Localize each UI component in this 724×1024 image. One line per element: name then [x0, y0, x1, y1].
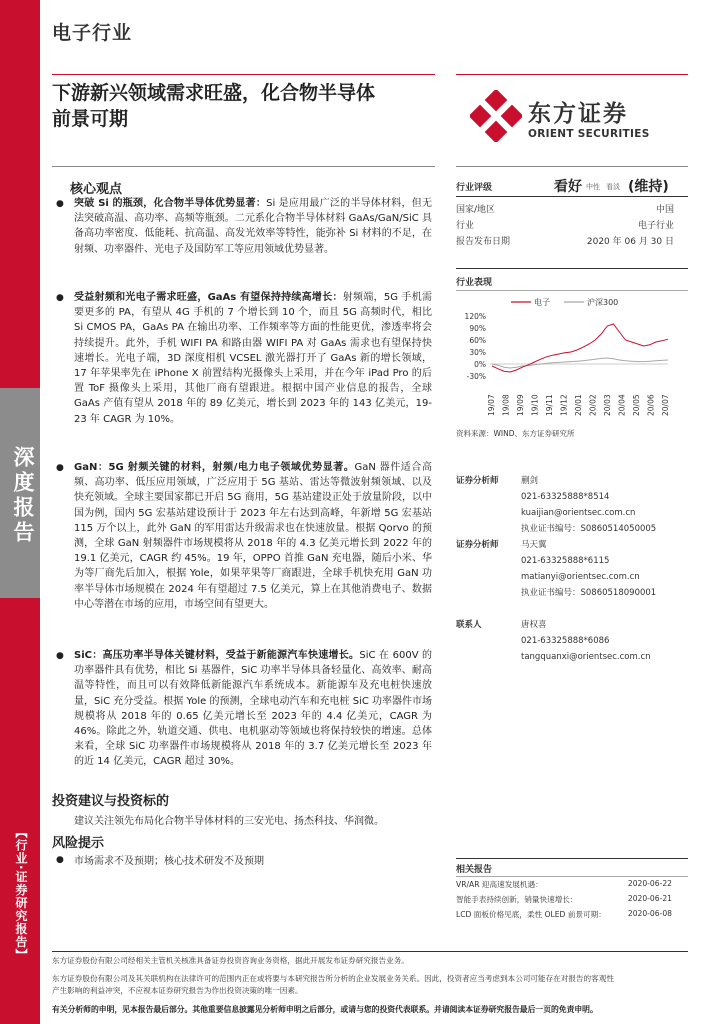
- side-label-deep-report: 深度报告: [11, 446, 35, 546]
- side-bar-mid: [0, 388, 40, 598]
- analyst-1-cert: 执业证书编号：S0860514050005: [521, 524, 657, 534]
- logo-mark-icon: [470, 90, 522, 142]
- risk-text: 市场需求不及预期；核心技术研发不及预期: [74, 856, 264, 867]
- related-item-1-title[interactable]: VR/AR 迎高速发展机遇：: [456, 880, 543, 889]
- core-point-1-text: Si 是应用最广泛的半导体材料，但无法突破高温、高功率、高频等瓶颈。二元系化合物半导体材料 GaAs/GaN/SiC 具备高功率密度、低能耗、抗高温、高发光效率等特性，能弥补 Si 材料的不足，在射频、功率器件、光电子及国防军工等应用领域优势显著。: [74, 198, 433, 255]
- y-tick-label: 30%: [469, 348, 486, 357]
- x-tick-label: 19/12: [559, 394, 569, 416]
- x-tick-label: 19/11: [545, 394, 554, 416]
- info-val-region: 中国: [655, 205, 674, 215]
- performance-chart: [456, 292, 688, 422]
- related-item-2-date: 2020-06-21: [627, 894, 672, 903]
- related-heading: 相关报告: [456, 865, 493, 875]
- x-tick-label: 20/01: [574, 394, 583, 416]
- analyst-1-role: 证券分析师: [456, 476, 499, 486]
- x-tick-label: 20/04: [617, 394, 627, 416]
- core-point-4: [74, 648, 432, 770]
- side-label-report-type: 【行业·证券研究报告】: [14, 826, 28, 962]
- bullet-dot: ●: [56, 855, 64, 865]
- rating-label: 行业评级: [456, 183, 493, 193]
- rating-option-negative: 看淡: [606, 183, 620, 191]
- core-point-2-text: 射频端，5G 手机需要更多的 PA，有望从 4G 手机的 7 个增长到 10 个，而且 5G 高频时代，相比 Si CMOS PA，GaAs PA 在输出功率、工作频率等方面的性能更优，渗透率将会持续提升。此外，手机 WIFI PA 和路由器 WIFI PA 对 GaAs 需求也有望保持快速增长。光电子端，3D 深度相机 VCSEL 激光器打开了 GaAs 新的增长领域，17 年苹果率先在 iPhone X 前置结构光摄像头上采用，并在今年 iPad Pro 的后置 ToF 摄像头上采用，其他厂商有望跟进。根据中国产业信息的报告，全球 GaAs 产值有望从 2018 年的 89 亿美元，增长到 2023 年的 143 亿美元，19-23 年 CAGR 为 10%。: [74, 292, 432, 425]
- bullet-dot: ●: [56, 199, 64, 209]
- related-item-3-title[interactable]: LCD 面板价格见底，柔性 OLED 前景可期：: [456, 910, 606, 919]
- side-bar-top: [0, 0, 40, 388]
- bullet-dot: ●: [56, 293, 64, 303]
- info-val-industry: 电子行业: [637, 221, 674, 231]
- logo-english: ORIENT SECURITIES: [528, 128, 650, 140]
- analyst-2-name: 马天翼: [521, 540, 547, 550]
- analyst-2-phone: 021-63325888*6115: [521, 556, 610, 566]
- x-tick-label: 20/06: [646, 394, 656, 416]
- info-key-region: 国家/地区: [456, 205, 496, 215]
- info-key-industry: 行业: [456, 221, 475, 231]
- related-item-1-date: 2020-06-22: [627, 879, 672, 888]
- footer-rule: [52, 951, 688, 952]
- analyst-1-email[interactable]: kuaijian@orientsec.com.cn: [521, 508, 636, 518]
- core-point-3: [74, 460, 432, 612]
- analyst-1-name: 蒯剑: [521, 476, 539, 486]
- contact-1-name: 唐权喜: [521, 620, 547, 630]
- rating-option-neutral: 中性: [586, 183, 600, 191]
- analyst-2-cert: 执业证书编号：S0860518090001: [521, 588, 657, 598]
- chart-legend: [511, 297, 618, 307]
- related-rule-2: [456, 876, 688, 877]
- contact-1-role: 联系人: [456, 620, 482, 630]
- related-item-2-title[interactable]: 智能手表持续创新，销量快速增长：: [456, 895, 578, 904]
- rating-value: 看好: [554, 179, 582, 195]
- header-rule-left: [52, 74, 435, 75]
- related-item-3-date: 2020-06-08: [627, 909, 672, 918]
- x-tick-label: 19/08: [501, 394, 511, 416]
- core-point-3-bold: GaN：5G 射频关键的材料，射频/电力电子领域优势显著。: [74, 462, 355, 473]
- contact-1-email[interactable]: tangquanxi@orientsec.com.cn: [521, 652, 651, 662]
- footer-line-2: 东方证券股份有限公司及其关联机构在法律许可的范围内正在或将要与本研究报告所分析的企业发展业务关系。因此，投资者应当考虑到本公司可能存在对报告的客观性: [52, 974, 614, 983]
- core-point-1: [74, 196, 432, 257]
- related-rule: [456, 858, 688, 859]
- core-heading: 核心观点: [70, 182, 123, 197]
- side-bar-bottom: [0, 598, 40, 1024]
- y-tick-label: -30%: [466, 372, 486, 381]
- industry-label: 电子行业: [52, 22, 133, 44]
- series-line-electronics: [492, 324, 668, 372]
- contact-1-phone: 021-63325888*6086: [521, 636, 610, 646]
- info-key-date: 报告发布日期: [456, 237, 511, 247]
- invest-heading: 投资建议与投资标的: [52, 794, 170, 809]
- legend-label-csi300: 沪深300: [587, 298, 619, 307]
- divider-left: [52, 166, 435, 167]
- x-tick-label: 20/02: [588, 394, 598, 416]
- footer-line-3: 产生影响的利益冲突，不应视本证券研究报告为作出投资决策的唯一因素。: [52, 986, 303, 995]
- y-tick-label: 90%: [469, 324, 486, 333]
- divider-right: [456, 166, 688, 167]
- y-tick-label: 0%: [474, 360, 486, 369]
- rating-rule: [456, 196, 688, 197]
- company-logo: [470, 90, 522, 146]
- footer-disclaimer: [52, 955, 688, 997]
- perf-rule-2: [456, 290, 688, 291]
- legend-label-electronics: 电子: [534, 298, 550, 307]
- logo-name: 东方证券: [528, 101, 628, 127]
- core-point-2-bold: 受益射频和光电子需求旺盛，GaAs 有望保持持续高增长：: [74, 292, 343, 303]
- x-tick-label: 19/10: [530, 394, 540, 416]
- report-title: [52, 80, 442, 132]
- x-tick-label: 19/07: [487, 394, 496, 416]
- core-point-4-text: SiC 在 600V 的功率器件具有优势，相比 Si 基器件，SiC 功率半导体具备轻量化、高效率、耐高温等特性，而且可以有效降低新能源汽车系统成本。新能源车及充电桩快速放量，SiC 充分受益。根据 Yole 的预测，全球电动汽车和充电桩 SiC 功率器件市场规模将从 2018 年的 0.65 亿美元增长至 2023 年的 4.4 亿美元，CAGR 为 46%。除此之外，轨道交通、供电、电机驱动等领域也将保持较快的增速。总体来看，全球 SiC 功率器件市场规模将从 2018 年的 3.7 亿美元增长至 2023 年的近 14 亿美元，CAGR 超过 30%。: [74, 650, 433, 768]
- x-tick-label: 20/03: [603, 394, 612, 416]
- y-tick-label: 120%: [464, 312, 486, 321]
- bullet-dot: ●: [56, 651, 64, 661]
- report-title-line2: 前景可期: [52, 108, 129, 130]
- risk-heading: 风险提示: [52, 836, 105, 851]
- core-point-3-text: GaN 器件适合高频、高功率、低压应用领域，广泛应用于 5G 基站、雷达等微波射频领域、以及快充领域。全球主要国家都已开启 5G 商用，5G 基站建设正处于放量阶段，以中国为例，国内 5G 宏基站建设预计于 2023 年左右达到高峰，年新增 5G 宏基站 115 万个以上，此外 GaN 的军用雷达升级需求也在快速放量。根据 Qorvo 的预测，全球 GaN 射频器件市场规模将从 2018 年的 4.3 亿美元增长到 2022 年的 19.1 亿美元，CAGR 约 45%。19 年，OPPO 首推 GaN 充电器，随后小米、华为等厂商先后加入，根据 Yole，如果苹果等厂商跟进，全球手机快充用 GaN 功率半导体市场规模在 2024 年有望超过 7.5 亿美元，算上在其他消费电子、数据中心等潜在市场的应用，市场空间有望更大。: [74, 462, 432, 610]
- y-tick-label: 60%: [469, 336, 486, 345]
- analyst-2-role: 证券分析师: [456, 540, 499, 550]
- x-tick-label: 20/07: [661, 394, 670, 416]
- perf-heading: 行业表现: [456, 278, 493, 288]
- core-point-2: [74, 290, 432, 427]
- x-tick-label: 20/05: [632, 394, 641, 416]
- bullet-dot: ●: [56, 463, 64, 473]
- report-title-line1: 下游新兴领域需求旺盛，化合物半导体: [52, 82, 376, 104]
- analyst-1-phone: 021-63325888*8514: [521, 492, 610, 502]
- footer-notice: 有关分析师的申明，见本报告最后部分。其他重要信息披露见分析师申明之后部分，或请与您的投资代表联系。并请阅读本证券研究报告最后一页的免责申明。: [52, 1005, 598, 1014]
- info-val-date: 2020 年 06 月 30 日: [586, 237, 674, 247]
- rating-hold: (维持): [628, 179, 669, 195]
- x-tick-label: 19/09: [516, 394, 525, 416]
- core-point-1-bold: 突破 Si 的瓶颈，化合物半导体优势显著：: [74, 198, 267, 209]
- core-point-4-bold: SiC：高压功率半导体关键材料，受益于新能源汽车快速增长。: [74, 650, 360, 661]
- header-rule-right: [456, 74, 688, 75]
- chart-source: 资料来源：WIND、东方证券研究所: [456, 429, 575, 438]
- invest-text: 建议关注领先布局化合物半导体材料的三安光电、扬杰科技、华润微。: [74, 816, 384, 827]
- series-line-csi300: [492, 358, 668, 368]
- analyst-2-email[interactable]: matianyi@orientsec.com.cn: [521, 572, 640, 582]
- perf-rule: [456, 268, 688, 269]
- footer-line-1: 东方证券股份有限公司经相关主管机关核准具备证券投资咨询业务资格，据此开展发布证券研究报告业务。: [52, 956, 409, 965]
